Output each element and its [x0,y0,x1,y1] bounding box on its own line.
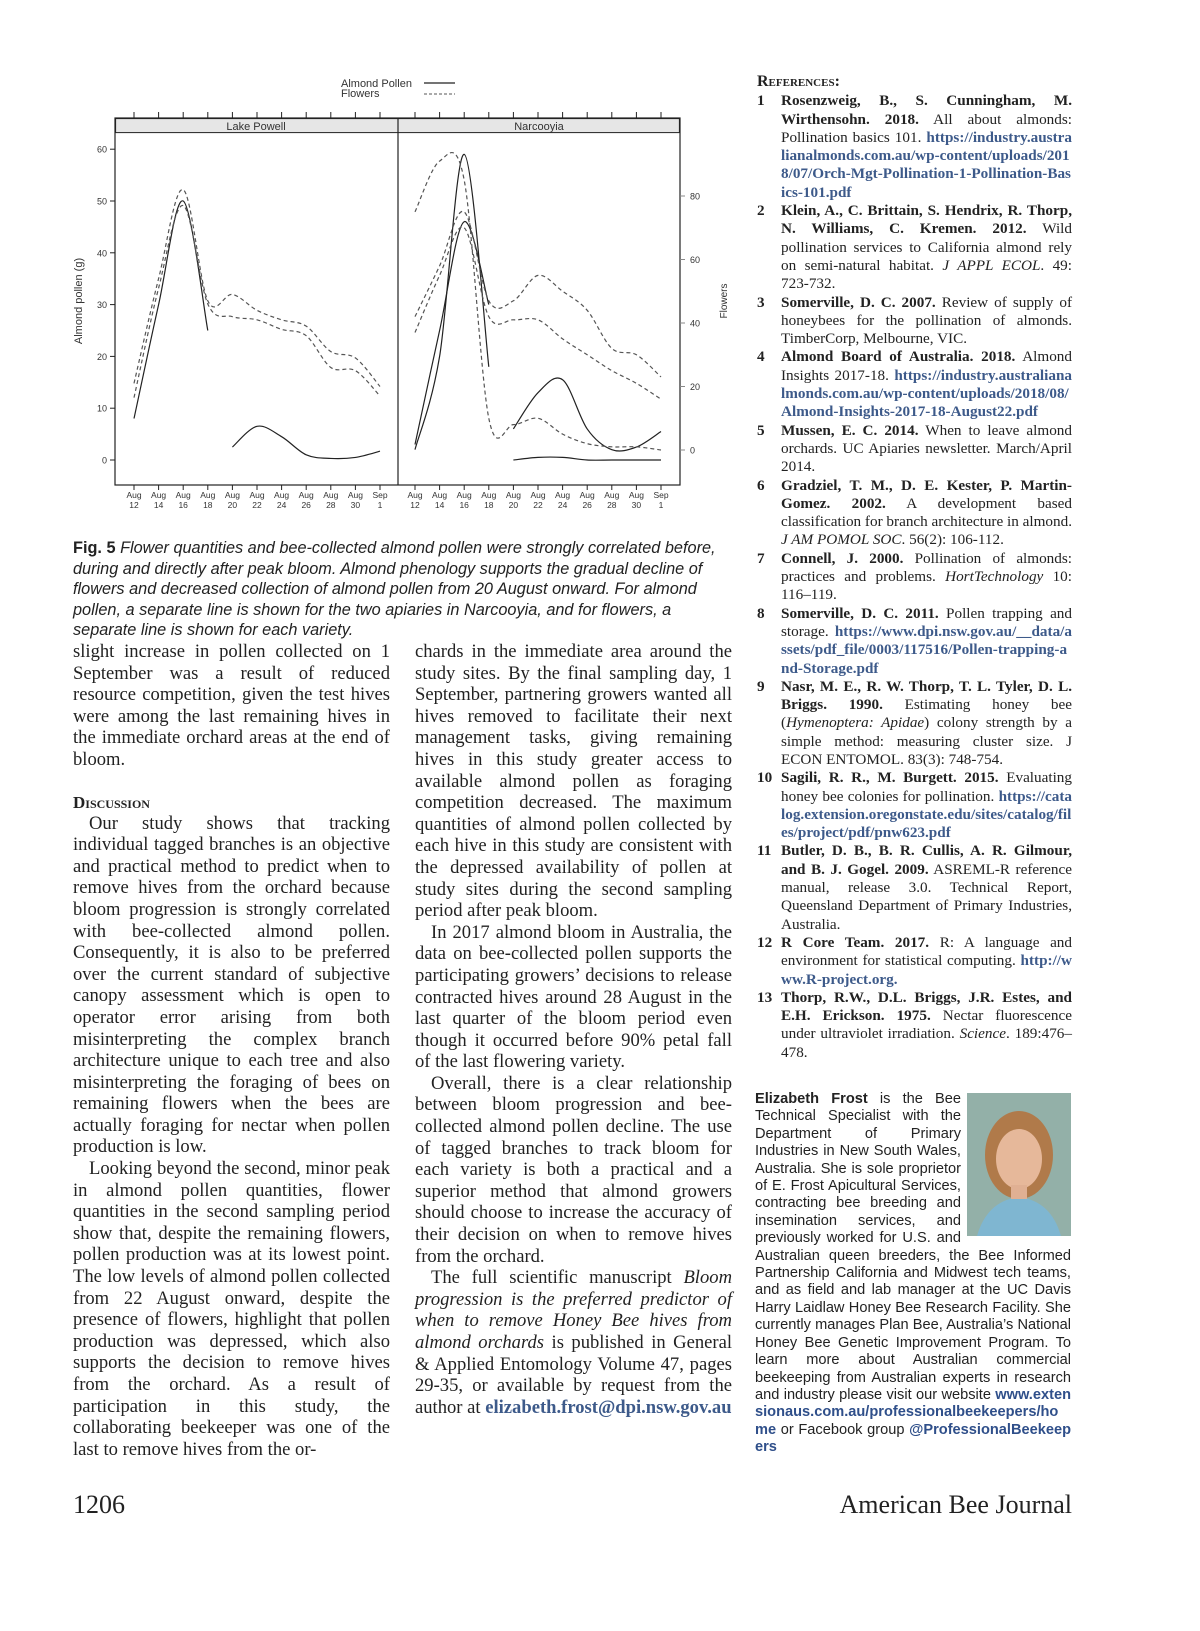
pollen-series-line [415,222,489,445]
reference-link[interactable]: https://industry.australianalmonds.com.au/wp-content/uploads/2018/08/Almond-Insights-2017-18-August22.pdf [781,366,1072,421]
reference-authors: Mussen, E. C. 2014. [781,421,919,439]
x-tick-month: Aug [175,490,191,500]
reference-body [781,769,1072,842]
reference-text: A development based classification for branch architecture in almond. [781,494,1072,531]
flowers-series-line [415,227,661,399]
reference-journal: J AM POMOL SOC [781,531,902,549]
author-name: Elizabeth Frost [755,1091,868,1107]
reference-text: All about almonds: Pollination basics 101. [781,110,1072,146]
reference-item [757,348,1072,421]
y2-tick-label: 20 [690,382,701,392]
journal-name: American Bee Journal [839,1490,1072,1519]
x-tick-day: 20 [227,500,238,510]
reference-journal: HortTechnology [945,568,1044,586]
reference-text: Estimating honey bee ( [781,696,1072,732]
reference-authors: Butler, D. B., B. R. Cullis, A. R. Gilmour, and B. J. Gogel. 2009. [781,842,1072,878]
reference-item [757,477,1072,550]
x-tick-day: 28 [607,500,617,510]
reference-text: When to leave almond orchards. UC Apiaries newsletter. March/April 2014. [781,421,1072,476]
reference-details: 10: 116–119. [781,568,1072,604]
reference-details: . 189:476–478. [781,1025,1072,1061]
text-column-left [73,641,390,1460]
caption-text: Flower quantities and bee-collected almond pollen were strongly correlated before, during and directly after peak bloom. Almond phenology supports the gradual decline of flowers and decreased collection of almond pollen from 20 August onward. For almond pollen, a separate line is shown for the two apiaries in Narcooyia, and for flowers, a separate line is shown for each variety. [73,539,716,639]
x-tick-day: 12 [129,500,139,510]
reference-details: . 49: 723-732. [781,256,1072,293]
reference-number: 12 [757,933,773,951]
panel-title-narcooyia: Narcooyia [514,121,564,133]
x-tick-month: Aug [298,490,314,500]
pollen-series-line [513,378,661,451]
reference-number: 4 [757,348,765,366]
x-tick-day: 14 [153,500,164,510]
x-tick-day: 12 [410,500,420,510]
paragraph: Overall, there is a clear relationship between bloom progression and bee-collected almond pollen decline. The use of tagged branches to track bloom for each variety is both a practical and a superior method that almond growers should choose to increase the accuracy of their decision on when to remove hives from the orchard. [415,1072,732,1267]
pollen-series-line [513,457,661,460]
y-tick-label: 20 [96,351,107,362]
y-tick-label: 60 [96,144,107,155]
x-tick-day: 22 [533,500,543,510]
x-tick-month: Aug [347,490,363,500]
x-tick-day: 1 [658,500,664,510]
reference-text: Evaluating honey bee colonies for pollination. [781,769,1072,805]
reference-text: Pollen trapping and storage. [781,604,1072,640]
reference-item [757,294,1072,349]
reference-text: Nectar fluorescence under ultraviolet irradiation. [781,1007,1072,1043]
flowers-series-line [134,205,380,397]
reference-authors: Connell, J. 2000. [781,549,904,567]
text: is published in General & Applied Entomology Volume 47, pages 29-35, or available by request from the author at [415,1332,733,1418]
reference-body [781,348,1072,421]
reference-authors: Nasr, M. E., R. W. Thorp, T. L. Tyler, D. L. Briggs. 1990. [781,677,1072,714]
references-heading: References: [757,73,840,90]
manuscript-title: Bloom progression is the preferred predictor of when to remove Honey Bee hives from almond orchards [415,1267,732,1353]
reference-number: 6 [757,476,765,494]
x-tick-day: 24 [276,500,287,510]
x-tick-month: Sep [653,490,669,500]
reference-link[interactable]: http://www.R-project.org. [781,952,1072,988]
reference-text: R: A language and environment for statistical computing. [781,933,1072,970]
reference-journal: Hymenoptera: Apidae [786,714,925,732]
reference-item [757,989,1072,1062]
x-tick-day: 20 [508,500,519,510]
reference-item [757,422,1072,477]
reference-item [757,92,1072,202]
figure-5-chart [60,70,750,520]
x-tick-day: 16 [178,500,188,510]
reference-authors: Somerville, D. C. 2011. [781,604,939,622]
facebook-group-link[interactable]: @ProfessionalBeekeepers [755,1421,1071,1456]
reference-authors: Somerville, D. C. 2007. [781,293,936,311]
x-tick-month: Aug [323,490,339,500]
reference-item [757,202,1072,293]
references-section [757,73,1072,1062]
reference-link[interactable]: https://catalog.extension.oregonstate.edu/sites/catalog/files/project/pdf/pnw623.pdf [781,787,1072,842]
reference-item [757,678,1072,769]
reference-details: ) colony strength by a simple method: measuring cluster size. J ECON ENTOMOL. 83(3): 748-754. [781,714,1072,768]
legend-label-flowers: Flowers [341,88,380,100]
y2-tick-label: 40 [690,318,701,329]
y2-tick-label: 0 [690,445,696,456]
reference-journal: J APPL ECOL [942,256,1041,274]
flowers-series-line [134,189,380,386]
reference-body [781,934,1072,989]
x-tick-month: Aug [530,490,546,500]
y-tick-label: 10 [96,403,107,414]
x-tick-month: Aug [224,490,240,500]
y-tick-label: 40 [96,248,107,259]
reference-text: Review of supply of honeybees for the pollination of almonds. TimberCorp, Melbourne, VIC. [781,293,1073,348]
reference-text: Pollination of almonds: practices and problems. [781,549,1073,586]
reference-link[interactable]: https://www.dpi.nsw.gov.au/__data/assets/pdf_file/0003/117516/Pollen-trapping-and-Storage.pdf [781,622,1072,677]
page-number: 1206 [73,1490,125,1519]
x-tick-day: 18 [203,500,213,510]
reference-body [781,477,1072,550]
x-tick-month: Aug [628,490,644,500]
x-tick-month: Aug [432,490,448,500]
y-tick-label: 50 [96,196,107,207]
x-tick-month: Aug [555,490,571,500]
reference-item [757,934,1072,989]
author-email-link[interactable]: elizabeth.frost@dpi.nsw.gov.au [485,1396,732,1418]
x-tick-month: Sep [372,490,388,500]
reference-link[interactable]: https://industry.australianalmonds.com.au/wp-content/uploads/2018/07/Orch-Mgt-Pollination-1-Pollination-Basics-101.pdf [781,128,1072,201]
x-tick-day: 18 [484,500,494,510]
reference-body [781,202,1072,293]
reference-text: Wild pollination services to California almond rely on semi-natural habitat. [781,220,1072,274]
reference-number: 2 [757,202,765,220]
paragraph: Our study shows that tracking individual tagged branches is an objective and practical method to predict when to remove hives from the orchard because bloom progression is strongly correlated with bee-collected almond pollen. Consequently, it is also to be preferred over the current standard of subjective canopy assessment which is open to operator error arising from both misinterpreting the complex branch architecture unique to each tree and also misinterpreting the foraging of bees on remaining flowers when the bees are actually foraging for nectar when pollen production is low. [73,812,390,1158]
reference-authors: R Core Team. 2017. [781,933,930,951]
x-tick-day: 26 [301,500,311,510]
reference-number: 1 [757,92,765,110]
reference-authors: Klein, A., C. Brittain, S. Hendrix, R. Thorp, N. Williams, C. Kremen. 2012. [781,202,1072,238]
y-axis-label: Almond pollen (g) [73,257,85,345]
x-tick-day: 1 [377,500,383,510]
bio-text: or Facebook group [776,1421,910,1438]
x-tick-month: Aug [249,490,265,500]
reference-text: ASREML-R reference manual, release 3.0. Technical Report, Queensland Department of Primary Industries, Australia. [781,860,1072,933]
reference-authors: Rosenzweig, B., S. Cunningham, M. Wirthensohn. 2018. [781,92,1072,128]
x-tick-day: 14 [434,500,445,510]
x-tick-day: 26 [582,500,592,510]
legend-label-pollen: Almond Pollen [341,78,412,90]
reference-number: 9 [757,677,765,695]
y2-axis-label: Flowers [719,283,730,319]
reference-body [781,550,1072,605]
reference-number: 13 [757,988,773,1006]
reference-body [781,989,1072,1062]
paragraph: In 2017 almond bloom in Australia, the data on bee-collected pollen supports the participating growers’ decisions to release contracted hives around 28 August in the last quarter of the bloom period even though it occurred before 90% petal fall of the last flowering variety. [415,921,732,1073]
x-tick-day: 30 [350,500,361,510]
reference-item [757,605,1072,678]
reference-number: 8 [757,604,765,622]
author-photo [967,1093,1071,1236]
y2-tick-label: 80 [690,191,701,202]
paragraph: slight increase in pollen collected on 1 September was a result of reduced resource competition, given the test hives were among the last remaining hives in the immediate orchard areas at the end of bloom. [73,641,390,770]
reference-number: 11 [757,842,772,860]
reference-number: 10 [757,769,773,787]
website-link[interactable]: www.extensionaus.com.au/professionalbeekeepers/home [755,1386,1071,1438]
figure-caption [73,538,733,641]
x-tick-month: Aug [604,490,620,500]
text: The full scientific manuscript [431,1267,684,1289]
x-tick-day: 22 [252,500,262,510]
section-heading-discussion: Discussion [73,792,150,812]
paragraph: chards in the immediate area around the study sites. By the final sampling day, 1 September, partnering growers wanted all hives removed to facilitate their next management tasks, giving remaining hives in this study greater access to available almond pollen as foraging competition decreased. The maximum quantities of almond pollen collected by each hive in this study are consistent with the depressed availability of pollen at study sites during the second sampling period after peak bloom. [415,641,732,922]
x-tick-day: 16 [459,500,469,510]
reference-number: 7 [757,549,765,567]
author-bio [755,1091,1071,1457]
reference-item [757,550,1072,605]
reference-authors: Sagili, R. R., M. Burgett. 2015. [781,769,999,787]
x-tick-month: Aug [481,490,497,500]
x-tick-day: 30 [631,500,642,510]
flowers-series-line [415,153,661,450]
chart-legend [341,78,455,100]
reference-body [781,605,1072,678]
panel-title-lake-powell: Lake Powell [226,121,286,133]
reference-details: . 56(2): 106-112. [901,531,1004,549]
pollen-series-line [415,154,489,449]
x-tick-month: Aug [126,490,142,500]
x-tick-day: 24 [557,500,568,510]
reference-body [781,842,1072,933]
reference-text: Almond Insights 2017-18. [781,348,1072,384]
x-tick-month: Aug [274,490,290,500]
paragraph: Looking beyond the second, minor peak in almond pollen quantities, flower quantities in the second sampling period show that, despite the remaining flowers, pollen production was at its lowest point. The low levels of almond pollen collected from 22 August onward, despite the presence of flowers, highlight that pollen production was depressed, which also supports the decision to remove hives from the orchard. As a result of participation in this study, the collaborating beekeeper was one of the last to remove hives from the or- [73,1158,390,1460]
x-tick-month: Aug [456,490,472,500]
reference-number: 5 [757,421,765,439]
reference-journal: Science [959,1025,1006,1043]
y2-tick-label: 60 [690,255,701,265]
reference-item [757,842,1072,933]
x-tick-month: Aug [200,490,216,500]
caption-label: Fig. 5 [73,539,116,557]
reference-body [781,422,1072,477]
reference-item [757,769,1072,842]
reference-authors: Thorp, R.W., D.L. Briggs, J.R. Estes, and E.H. Erickson. 1975. [781,988,1072,1025]
reference-authors: Gradziel, T. M., D. E. Kester, P. Martin-Gomez. 2002. [781,476,1072,512]
text-column-middle [415,641,732,1418]
paragraph [415,1267,732,1418]
pollen-series-line [232,426,380,459]
x-tick-month: Aug [579,490,595,500]
x-tick-month: Aug [151,490,167,500]
x-tick-month: Aug [505,490,521,500]
x-tick-month: Aug [407,490,423,500]
reference-body [781,678,1072,769]
y-tick-label: 30 [96,300,107,311]
x-tick-day: 28 [326,500,336,510]
reference-number: 3 [757,293,765,311]
bio-text: is the Bee Technical Specialist with the Department of Primary Industries in New South Wales, Australia. She is sole proprietor of E. Frost Apicultural Services, contracting bee breeding and insemination services, and previously worked for U.S. and Australian queen breeders, the Bee Informed Partnership California and Midwest tech teams, and as field and lab manager at the UC Davis Harry Laidlaw Honey Bee Research Facility. She currently manages Plan Bee, Australia’s National Honey Bee Genetic Improvement Program. To learn more about Australian commercial beekeeping from Australian experts in research and industry please visit our website [755,1091,1071,1403]
reference-body [781,92,1072,202]
y-tick-label: 0 [101,455,107,466]
reference-authors: Almond Board of Australia. 2018. [781,348,1016,366]
reference-body [781,294,1072,349]
